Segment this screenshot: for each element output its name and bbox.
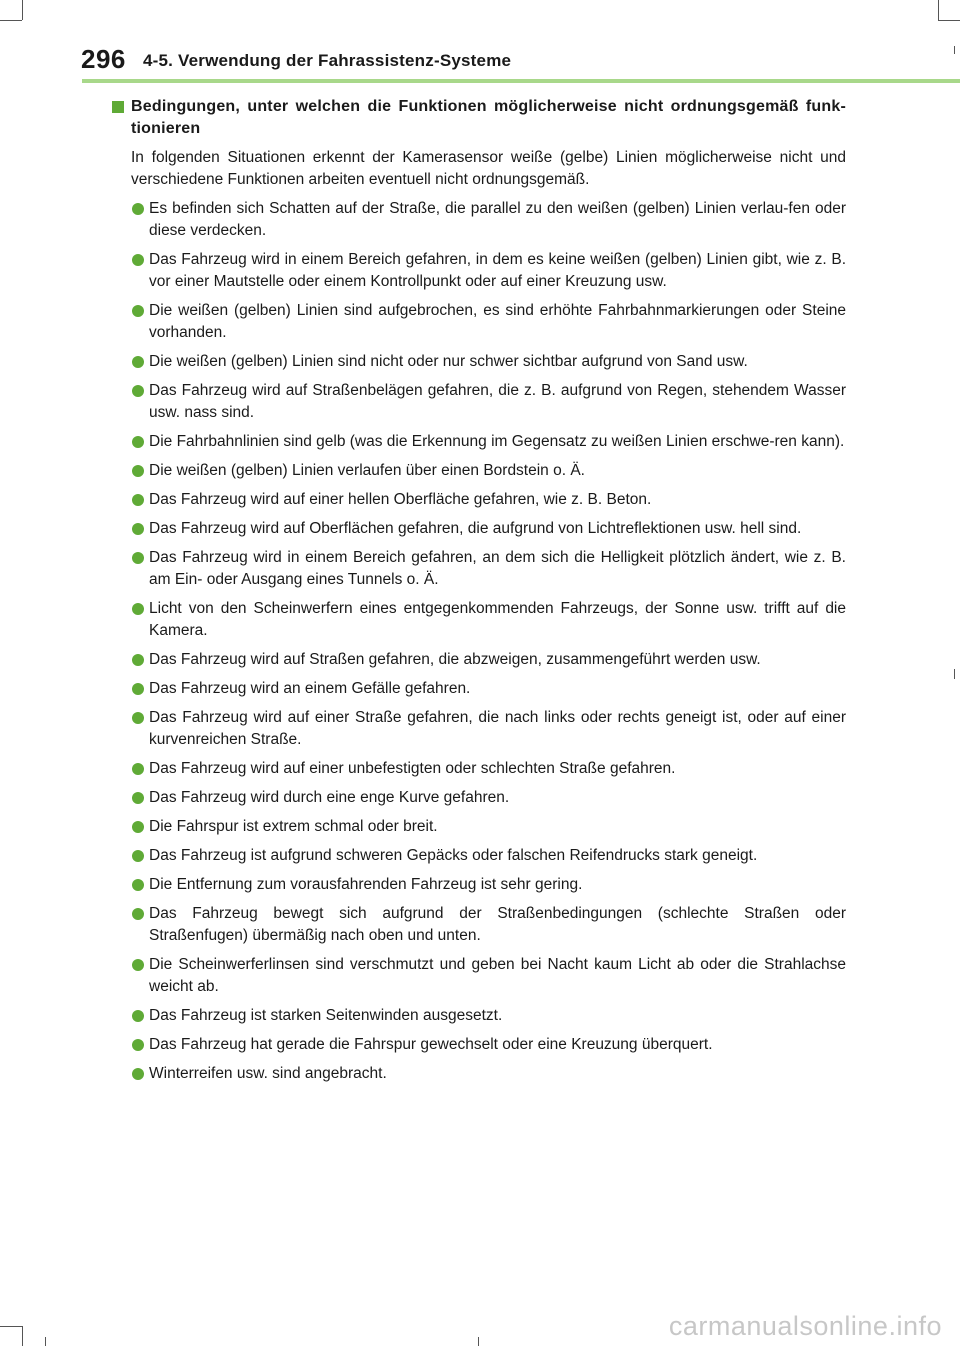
list-item-text: Das Fahrzeug hat gerade die Fahrspur gewechselt oder eine Kreuzung überquert. — [149, 1036, 713, 1053]
list-item — [112, 489, 846, 511]
crop-mark — [22, 1326, 23, 1346]
watermark: carmanualsonline.info — [668, 1311, 942, 1341]
condition-list — [112, 198, 846, 1085]
list-item-text: Das Fahrzeug wird auf Oberflächen gefahren, die aufgrund von Lichtreflektionen usw. hell sind. — [149, 520, 802, 537]
crop-mark — [954, 669, 955, 679]
circle-bullet-icon — [132, 959, 144, 971]
list-item — [112, 460, 846, 482]
list-item — [112, 518, 846, 540]
list-item-text: Das Fahrzeug wird durch eine enge Kurve gefahren. — [149, 789, 510, 806]
list-item-text: Die Scheinwerferlinsen sind verschmutzt und geben bei Nacht kaum Licht ab oder die Strahlachse weicht ab. — [149, 956, 846, 995]
list-item-text: Das Fahrzeug ist starken Seitenwinden ausgesetzt. — [149, 1007, 503, 1024]
circle-bullet-icon — [132, 908, 144, 920]
list-item-text: Das Fahrzeug wird auf einer unbefestigten oder schlechten Straße gefahren. — [149, 760, 676, 777]
list-item-text: Die Fahrspur ist extrem schmal oder breit. — [149, 818, 438, 835]
list-item — [112, 678, 846, 700]
list-item — [112, 300, 846, 344]
circle-bullet-icon — [132, 763, 144, 775]
circle-bullet-icon — [132, 1010, 144, 1022]
list-item-text: Die weißen (gelben) Linien sind nicht oder nur schwer sichtbar aufgrund von Sand usw. — [149, 353, 748, 370]
circle-bullet-icon — [132, 1039, 144, 1051]
circle-bullet-icon — [132, 712, 144, 724]
list-item — [112, 903, 846, 947]
crop-mark — [478, 1337, 479, 1346]
circle-bullet-icon — [132, 523, 144, 535]
list-item — [112, 874, 846, 896]
circle-bullet-icon — [132, 850, 144, 862]
list-item-text: Die Fahrbahnlinien sind gelb (was die Erkennung im Gegensatz zu weißen Linien erschwe-ren kann). — [149, 433, 845, 450]
circle-bullet-icon — [132, 654, 144, 666]
square-icon — [112, 101, 124, 113]
circle-bullet-icon — [132, 305, 144, 317]
intro-paragraph: In folgenden Situationen erkennt der Kamerasensor weiße (gelbe) Linien möglicherweise nicht und verschiedene Funktionen arbeiten eventuell nicht ordnungsgemäß. — [131, 149, 846, 188]
list-item — [112, 787, 846, 809]
circle-bullet-icon — [132, 203, 144, 215]
section-heading — [112, 96, 846, 140]
circle-bullet-icon — [132, 494, 144, 506]
list-item — [112, 707, 846, 751]
list-item-text: Die Entfernung zum vorausfahrenden Fahrzeug ist sehr gering. — [149, 876, 583, 893]
list-item — [112, 845, 846, 867]
chapter-title: 4-5. Verwendung der Fahrassistenz-Systeme — [143, 51, 512, 70]
list-item-text: Es befinden sich Schatten auf der Straße, die parallel zu den weißen (gelben) Linien verlau-fen oder diese verdecken. — [149, 200, 846, 239]
list-item — [112, 1063, 846, 1085]
section-heading-text: Bedingungen, unter welchen die Funktionen möglicherweise nicht ordnungsgemäß funk-tionieren — [131, 98, 846, 137]
list-item — [112, 1005, 846, 1027]
list-item-text: Das Fahrzeug wird auf einer hellen Oberfläche gefahren, wie z. B. Beton. — [149, 491, 652, 508]
list-item-text: Das Fahrzeug wird an einem Gefälle gefahren. — [149, 680, 471, 697]
crop-mark — [938, 20, 960, 21]
circle-bullet-icon — [132, 1068, 144, 1080]
circle-bullet-icon — [132, 552, 144, 564]
crop-mark — [0, 1326, 22, 1327]
circle-bullet-icon — [132, 821, 144, 833]
list-item — [112, 380, 846, 424]
circle-bullet-icon — [132, 385, 144, 397]
list-item-text: Das Fahrzeug ist aufgrund schweren Gepäcks oder falschen Reifendrucks stark geneigt. — [149, 847, 758, 864]
circle-bullet-icon — [132, 436, 144, 448]
crop-mark — [0, 20, 22, 21]
list-item — [112, 547, 846, 591]
circle-bullet-icon — [132, 356, 144, 368]
list-item — [112, 954, 846, 998]
page-number: 296 — [81, 44, 126, 74]
list-item — [112, 1034, 846, 1056]
list-item-text: Das Fahrzeug wird auf Straßen gefahren, die abzweigen, zusammengeführt werden usw. — [149, 651, 761, 668]
list-item-text: Das Fahrzeug wird in einem Bereich gefahren, in dem es keine weißen (gelben) Linien gibt, wie z. B. vor einer Mautstelle oder einem Kontrollpunkt oder auf einer Kreuzung usw. — [149, 251, 846, 290]
crop-mark — [22, 0, 23, 20]
list-item — [112, 649, 846, 671]
list-item-text: Das Fahrzeug bewegt sich aufgrund der Straßenbedingungen (schlechte Straßen oder Straßenfugen) übermäßig nach oben und unten. — [149, 905, 846, 944]
list-item-text: Die weißen (gelben) Linien sind aufgebrochen, es sind erhöhte Fahrbahnmarkierungen oder Steine vorhanden. — [149, 302, 846, 341]
circle-bullet-icon — [132, 603, 144, 615]
list-item-text: Das Fahrzeug wird auf einer Straße gefahren, die nach links oder rechts geneigt ist, oder auf einer kurvenreichen Straße. — [149, 709, 846, 748]
crop-mark — [938, 0, 939, 20]
circle-bullet-icon — [132, 879, 144, 891]
crop-mark — [45, 1337, 46, 1346]
list-item — [112, 598, 846, 642]
circle-bullet-icon — [132, 465, 144, 477]
circle-bullet-icon — [132, 683, 144, 695]
circle-bullet-icon — [132, 792, 144, 804]
list-item-text: Das Fahrzeug wird in einem Bereich gefahren, an dem sich die Helligkeit plötzlich ändert, wie z. B. am Ein- oder Ausgang eines Tunnels o. Ä. — [149, 549, 846, 588]
list-item — [112, 198, 846, 242]
list-item — [112, 351, 846, 373]
circle-bullet-icon — [132, 254, 144, 266]
crop-mark — [954, 46, 955, 54]
header-divider — [82, 79, 960, 83]
list-item — [112, 816, 846, 838]
list-item-text: Die weißen (gelben) Linien verlaufen über einen Bordstein o. Ä. — [149, 462, 585, 479]
list-item-text: Das Fahrzeug wird auf Straßenbelägen gefahren, die z. B. aufgrund von Regen, stehendem Wasser usw. nass sind. — [149, 382, 846, 421]
list-item — [112, 249, 846, 293]
list-item — [112, 758, 846, 780]
list-item-text: Winterreifen usw. sind angebracht. — [149, 1065, 387, 1082]
main-content — [112, 96, 846, 1092]
list-item-text: Licht von den Scheinwerfern eines entgegenkommenden Fahrzeugs, der Sonne usw. trifft auf die Kamera. — [149, 600, 846, 639]
list-item — [112, 431, 846, 453]
